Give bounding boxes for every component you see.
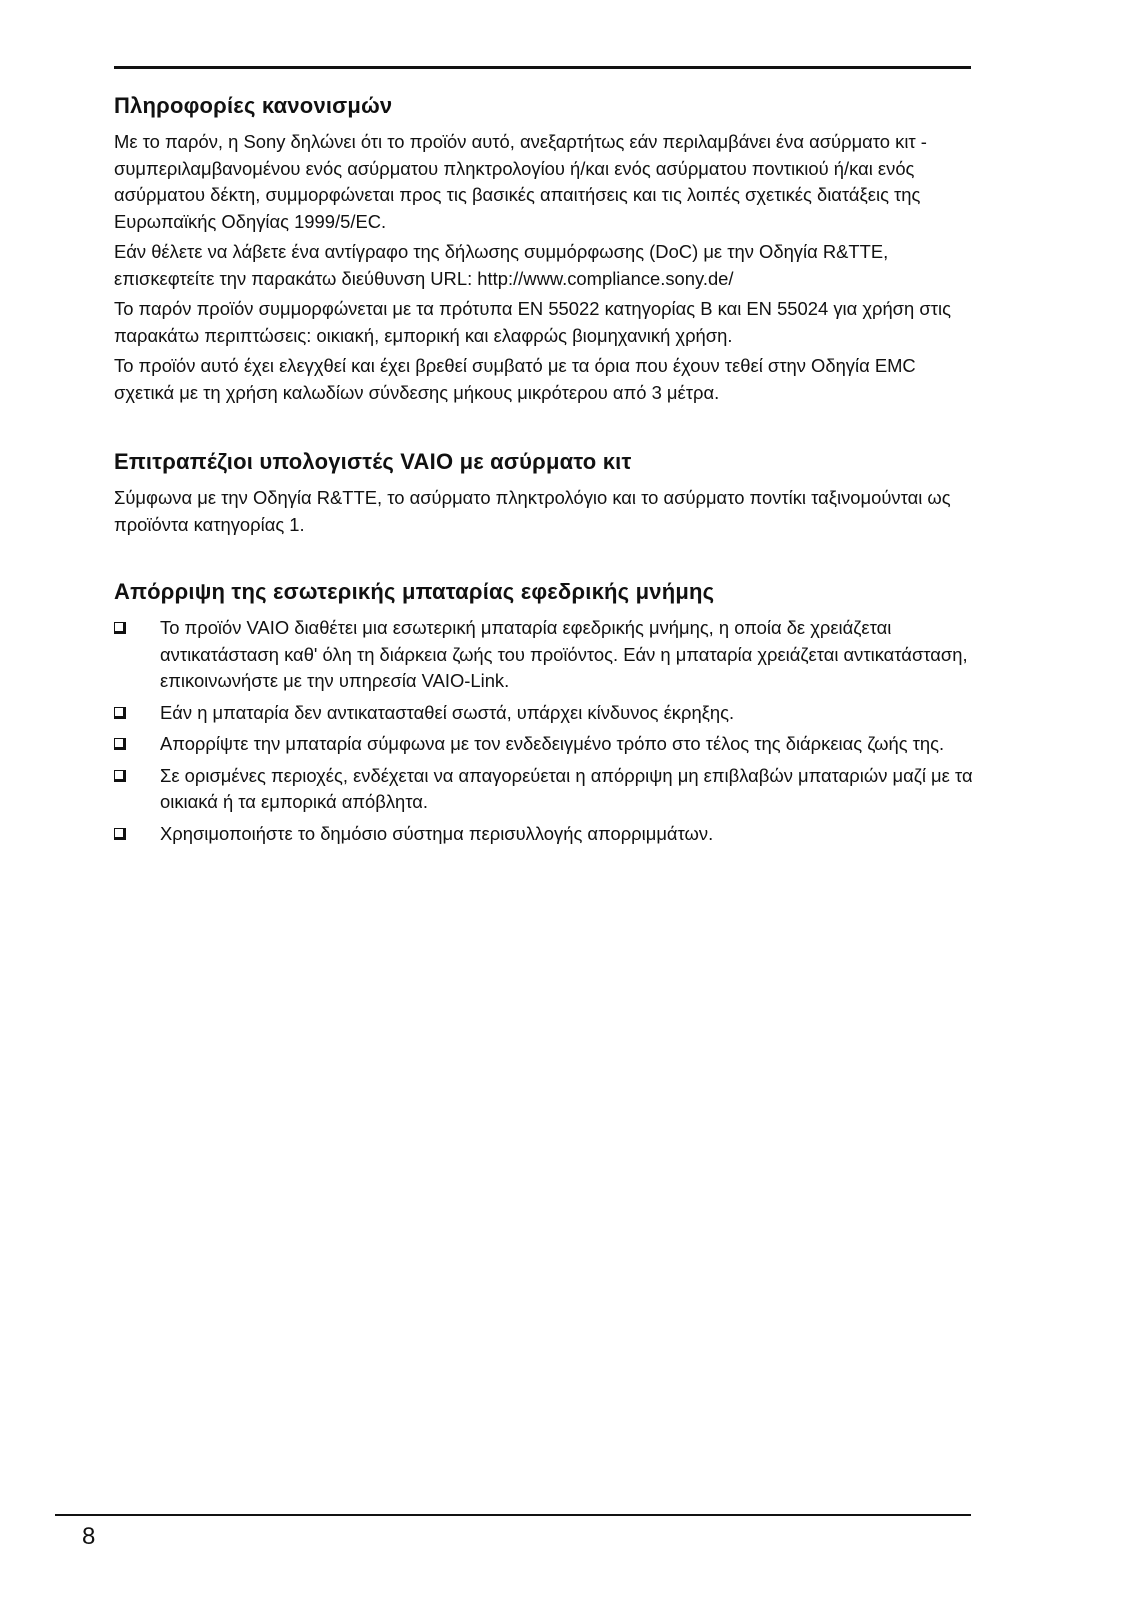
battery-disposal-section xyxy=(114,578,976,847)
paragraph: Σύμφωνα με την Οδηγία R&TTE, το ασύρματο πληκτρολόγιο και το ασύρματο ποντίκι ταξινομούνται ως προϊόντα κατηγορίας 1. xyxy=(114,487,951,535)
checkbox-bullet-icon xyxy=(114,622,126,634)
regulatory-info-section xyxy=(114,92,976,406)
paragraph: Το παρόν προϊόν συμμορφώνεται με τα πρότυπα EN 55022 κατηγορίας B και EN 55024 για χρήση στις παρακάτω περιπτώσεις: οικιακή, εμπορική και ελαφρώς βιομηχανική χρήση. xyxy=(114,298,951,346)
checkbox-bullet-icon xyxy=(114,828,126,840)
list-item xyxy=(114,763,976,816)
list-item xyxy=(114,731,976,758)
section-heading: Απόρριψη της εσωτερικής μπαταρίας εφεδρικής μνήμης xyxy=(114,579,715,604)
paragraph: Με το παρόν, η Sony δηλώνει ότι το προϊόν αυτό, ανεξαρτήτως εάν περιλαμβάνει ένα ασύρματο κιτ - συμπεριλαμβανομένου ενός ασύρματου πληκτρολογίου ή/και ενός ασύρματου ποντικιού ή/και ενός ασύρματου δέκτη, συμμορφώνεται προς τις βασικές απαιτήσεις και τις λοιπές σχετικές διατάξεις της Ευρωπαϊκής Οδηγίας 1999/5/EC. xyxy=(114,131,927,232)
footer-rule xyxy=(55,1514,971,1516)
paragraph: Το προϊόν αυτό έχει ελεγχθεί και έχει βρεθεί συμβατό με τα όρια που έχουν τεθεί στην Οδηγία EMC σχετικά με τη χρήση καλωδίων σύνδεσης μήκους μικρότερου από 3 μέτρα. xyxy=(114,355,916,403)
list-item-text: Σε ορισμένες περιοχές, ενδέχεται να απαγορεύεται η απόρριψη μη επιβλαβών μπαταριών μαζί με τα οικιακά ή τα εμπορικά απόβλητα. xyxy=(160,764,973,812)
header-rule xyxy=(114,66,971,69)
list-item-text: Το προϊόν VAIO διαθέτει μια εσωτερική μπαταρία εφεδρικής μνήμης, η οποία δε χρειάζεται αντικατάσταση καθ' όλη τη διάρκεια ζωής του προϊόντος. Εάν η μπαταρία χρειάζεται αντικατάσταση, επικοινωνήστε με την υπηρεσία VAIO-Link. xyxy=(160,617,968,691)
list-item xyxy=(114,615,976,695)
list-item-text: Χρησιμοποιήστε το δημόσιο σύστημα περισυλλογής απορριμμάτων. xyxy=(160,822,714,844)
wireless-kit-section xyxy=(114,448,976,538)
paragraph: Εάν θέλετε να λάβετε ένα αντίγραφο της δήλωσης συμμόρφωσης (DoC) με την Οδηγία R&TTE, επισκεφτείτε την παρακάτω διεύθυνση URL: http://www.compliance.sony.de/ xyxy=(114,241,889,289)
page-content xyxy=(114,92,976,852)
page-number: 8 xyxy=(82,1523,96,1550)
list-item-text: Απορρίψτε την μπαταρία σύμφωνα με τον ενδεδειγμένο τρόπο στο τέλος της διάρκειας ζωής της. xyxy=(160,733,945,754)
list-item xyxy=(114,821,976,848)
section-heading: Πληροφορίες κανονισμών xyxy=(114,93,393,118)
section-heading: Επιτραπέζιοι υπολογιστές VAIO με ασύρματο κιτ xyxy=(114,449,632,474)
bullet-list xyxy=(114,615,976,847)
checkbox-bullet-icon xyxy=(114,707,126,719)
list-item-text: Εάν η μπαταρία δεν αντικατασταθεί σωστά, υπάρχει κίνδυνος έκρηξης. xyxy=(160,701,735,723)
list-item xyxy=(114,700,976,727)
checkbox-bullet-icon xyxy=(114,738,126,750)
checkbox-bullet-icon xyxy=(114,770,126,782)
